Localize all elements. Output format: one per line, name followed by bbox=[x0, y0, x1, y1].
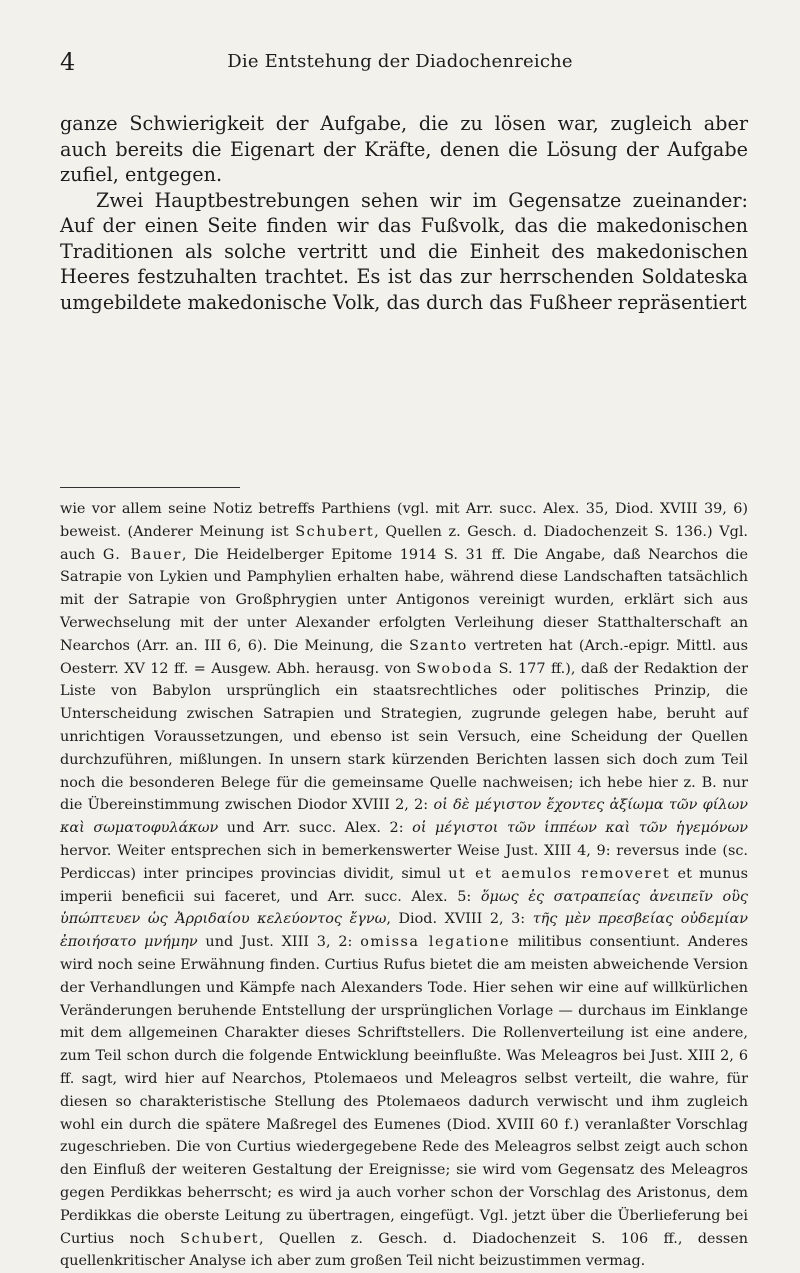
main-text bbox=[60, 111, 748, 315]
footnote bbox=[60, 498, 748, 1273]
footnote-text-12: , Quellen z. Gesch. d. Diadochenzeit S. 106 ff., dessen quellenkritischer Analyse ich aber zum großen Teil nicht beizustimmen vermag. bbox=[60, 1230, 748, 1270]
greek-quote-diodor: οἱ δὲ μέγιστον ἔχοντες ἀξίωμα τῶν φίλων καὶ σωματοφυλάκων bbox=[60, 797, 748, 837]
author-name-schubert-2: Schubert bbox=[180, 1230, 259, 1247]
greek-quote-diodor-2-3: τῆς μὲν πρεσβείας οὐδεμίαν ἐποιήσατο μνήμην bbox=[60, 911, 749, 951]
author-name-swoboda: Swoboda bbox=[416, 660, 494, 677]
footnote-separator bbox=[60, 487, 240, 488]
author-name-szanto: Szanto bbox=[409, 637, 468, 654]
footnote-text-8: et munus imperii beneficii sui faceret, und Arr. succ. Alex. 5: bbox=[60, 865, 749, 905]
footnote-text-9: , Diod. XVIII 2, 3: bbox=[386, 911, 533, 928]
greek-quote-arrian-5: ὅμως ἐς σατραπείας ἀνειπεῖν οὓς ὑπώπτευεν ὡς Ἀρριδαίου κελεύοντος ἔγνω bbox=[60, 888, 748, 928]
footnote-text-6: und Arr. succ. Alex. 2: bbox=[218, 820, 413, 837]
author-name-bauer: G. Bauer bbox=[102, 546, 182, 563]
author-name-schubert: Schubert bbox=[295, 523, 375, 540]
main-paragraph-1: ganze Schwierigkeit der Aufgabe, die zu lösen war, zugleich aber auch bereits die Eigenart der Kräfte, denen die Lösung der Aufgabe zufiel, entgegen. bbox=[60, 112, 748, 186]
footnote-text-7: hervor. Weiter entsprechen sich in bemerkenswerter Weise Just. XIII 4, 9: reversus inde (sc. Perdiccas) inter principes provincias dividit, simul bbox=[60, 842, 748, 882]
latin-emphasis-omissa: omissa legatione bbox=[360, 934, 511, 951]
footnote-text-4: vertreten hat (Arch.-epigr. Mittl. aus Oesterr. XV 12 ff. = Ausgew. Abh. herausg. von bbox=[60, 637, 748, 677]
footnote-paragraph bbox=[60, 498, 748, 1273]
running-title: Die Entstehung der Diadochenreiche bbox=[227, 51, 573, 72]
page-number: 4 bbox=[60, 48, 76, 76]
footnote-text-3: , Die Heidelberger Epitome 1914 S. 31 ff. Die Angabe, daß Nearchos die Satrapie von Lykien und Pamphylien erhalten habe, während diese Landschaften tatsächlich mit der Satrapie von Großphrygien unter Antigonos vereinigt wurden, erklärt sich aus Verwechselung mit der unter Alexander erfolgten Verleihung dieser Statthalterschaft an Nearchos (Arr. an. III 6, 6). Die Meinung, die bbox=[60, 546, 749, 654]
latin-emphasis-ut-et: ut et aemulos removeret bbox=[448, 865, 671, 882]
footnote-text-5: S. 177 ff.), daß der Redaktion der Liste von Babylon ursprünglich ein staatsrechtliches oder politisches Prinzip, die Unterscheidung zwischen Satrapien und Strategien, zugrunde gelegen habe, beruht auf unrichtigen Voraussetzungen, und ebenso ist sein Versuch, eine Scheidung der Quellen durchzuführen, mißlungen. In unsern stark kürzenden Berichten lassen sich doch zum Teil noch die besonderen Belege für die gemeinsame Quelle nachweisen; ich hebe hier z. B. nur die Übereinstimmung zwischen Diodor XVIII 2, 2: bbox=[60, 660, 748, 814]
main-paragraph-2: Zwei Hauptbestrebungen sehen wir im Gegensatze zueinander: Auf der einen Seite finden wir das Fußvolk, das die makedonischen Traditionen als solche vertritt und die Einheit des makedonischen Heeres festzuhalten trachtet. Es ist das zur herrschenden Soldateska umgebildete makedonische Volk, das durch das Fußheer repräsentiert bbox=[60, 188, 748, 314]
greek-quote-arrian: οἱ μέγιστοι τῶν ἱππέων καὶ τῶν ἡγεμόνων bbox=[412, 820, 748, 837]
footnote-text-2: , Quellen z. Gesch. d. Diadochenzeit S. 136.) Vgl. auch bbox=[60, 523, 749, 563]
footnote-text-11: militibus consentiunt. Anderes wird noch seine Erwähnung finden. Curtius Rufus bietet die am meisten abweichende Version der Verhandlungen und Kämpfe nach Alexanders Tode. Hier sehen wir eine auf willkürlichen Veränderungen beruhende Entstellung der ursprünglichen Vorlage — durchaus im Einklange mit dem allgemeinen Charakter dieses Schriftstellers. Die Rollenverteilung ist eine andere, zum Teil schon durch die folgende Entwicklung beeinflußte. Was Meleagros bei Just. XIII 2, 6 ff. sagt, wird hier auf Nearchos, Ptolemaeos und Meleagros selbst verteilt, die wahre, für diesen so charakteristische Stellung des Ptolemaeos dadurch verwischt und ihm zugleich wohl ein durch die spätere Maßregel des Eumenes (Diod. XVIII 60 f.) veranlaßter Vorschlag zugeschrieben. Die von Curtius wiedergegebene Rede des Meleagros selbst zeigt auch schon den Einfluß der weiteren Gestaltung der Ereignisse; sie wird vom Gegensatz des Meleagros gegen Perdikkas beherrscht; es wird ja auch vorher schon der Vorschlag des Aristonus, dem Perdikkas die oberste Leitung zu übertragen, eingefügt. Vgl. jetzt über die Überlieferung bei Curtius noch bbox=[60, 934, 748, 1247]
page-header bbox=[60, 42, 740, 82]
footnote-text-1: wie vor allem seine Notiz betreffs Parthiens (vgl. mit Arr. succ. Alex. 35, Diod. XVIII 39, 6) beweist. (Anderer Meinung ist bbox=[60, 501, 748, 540]
footnote-text-10: und Just. XIII 3, 2: bbox=[197, 934, 361, 951]
